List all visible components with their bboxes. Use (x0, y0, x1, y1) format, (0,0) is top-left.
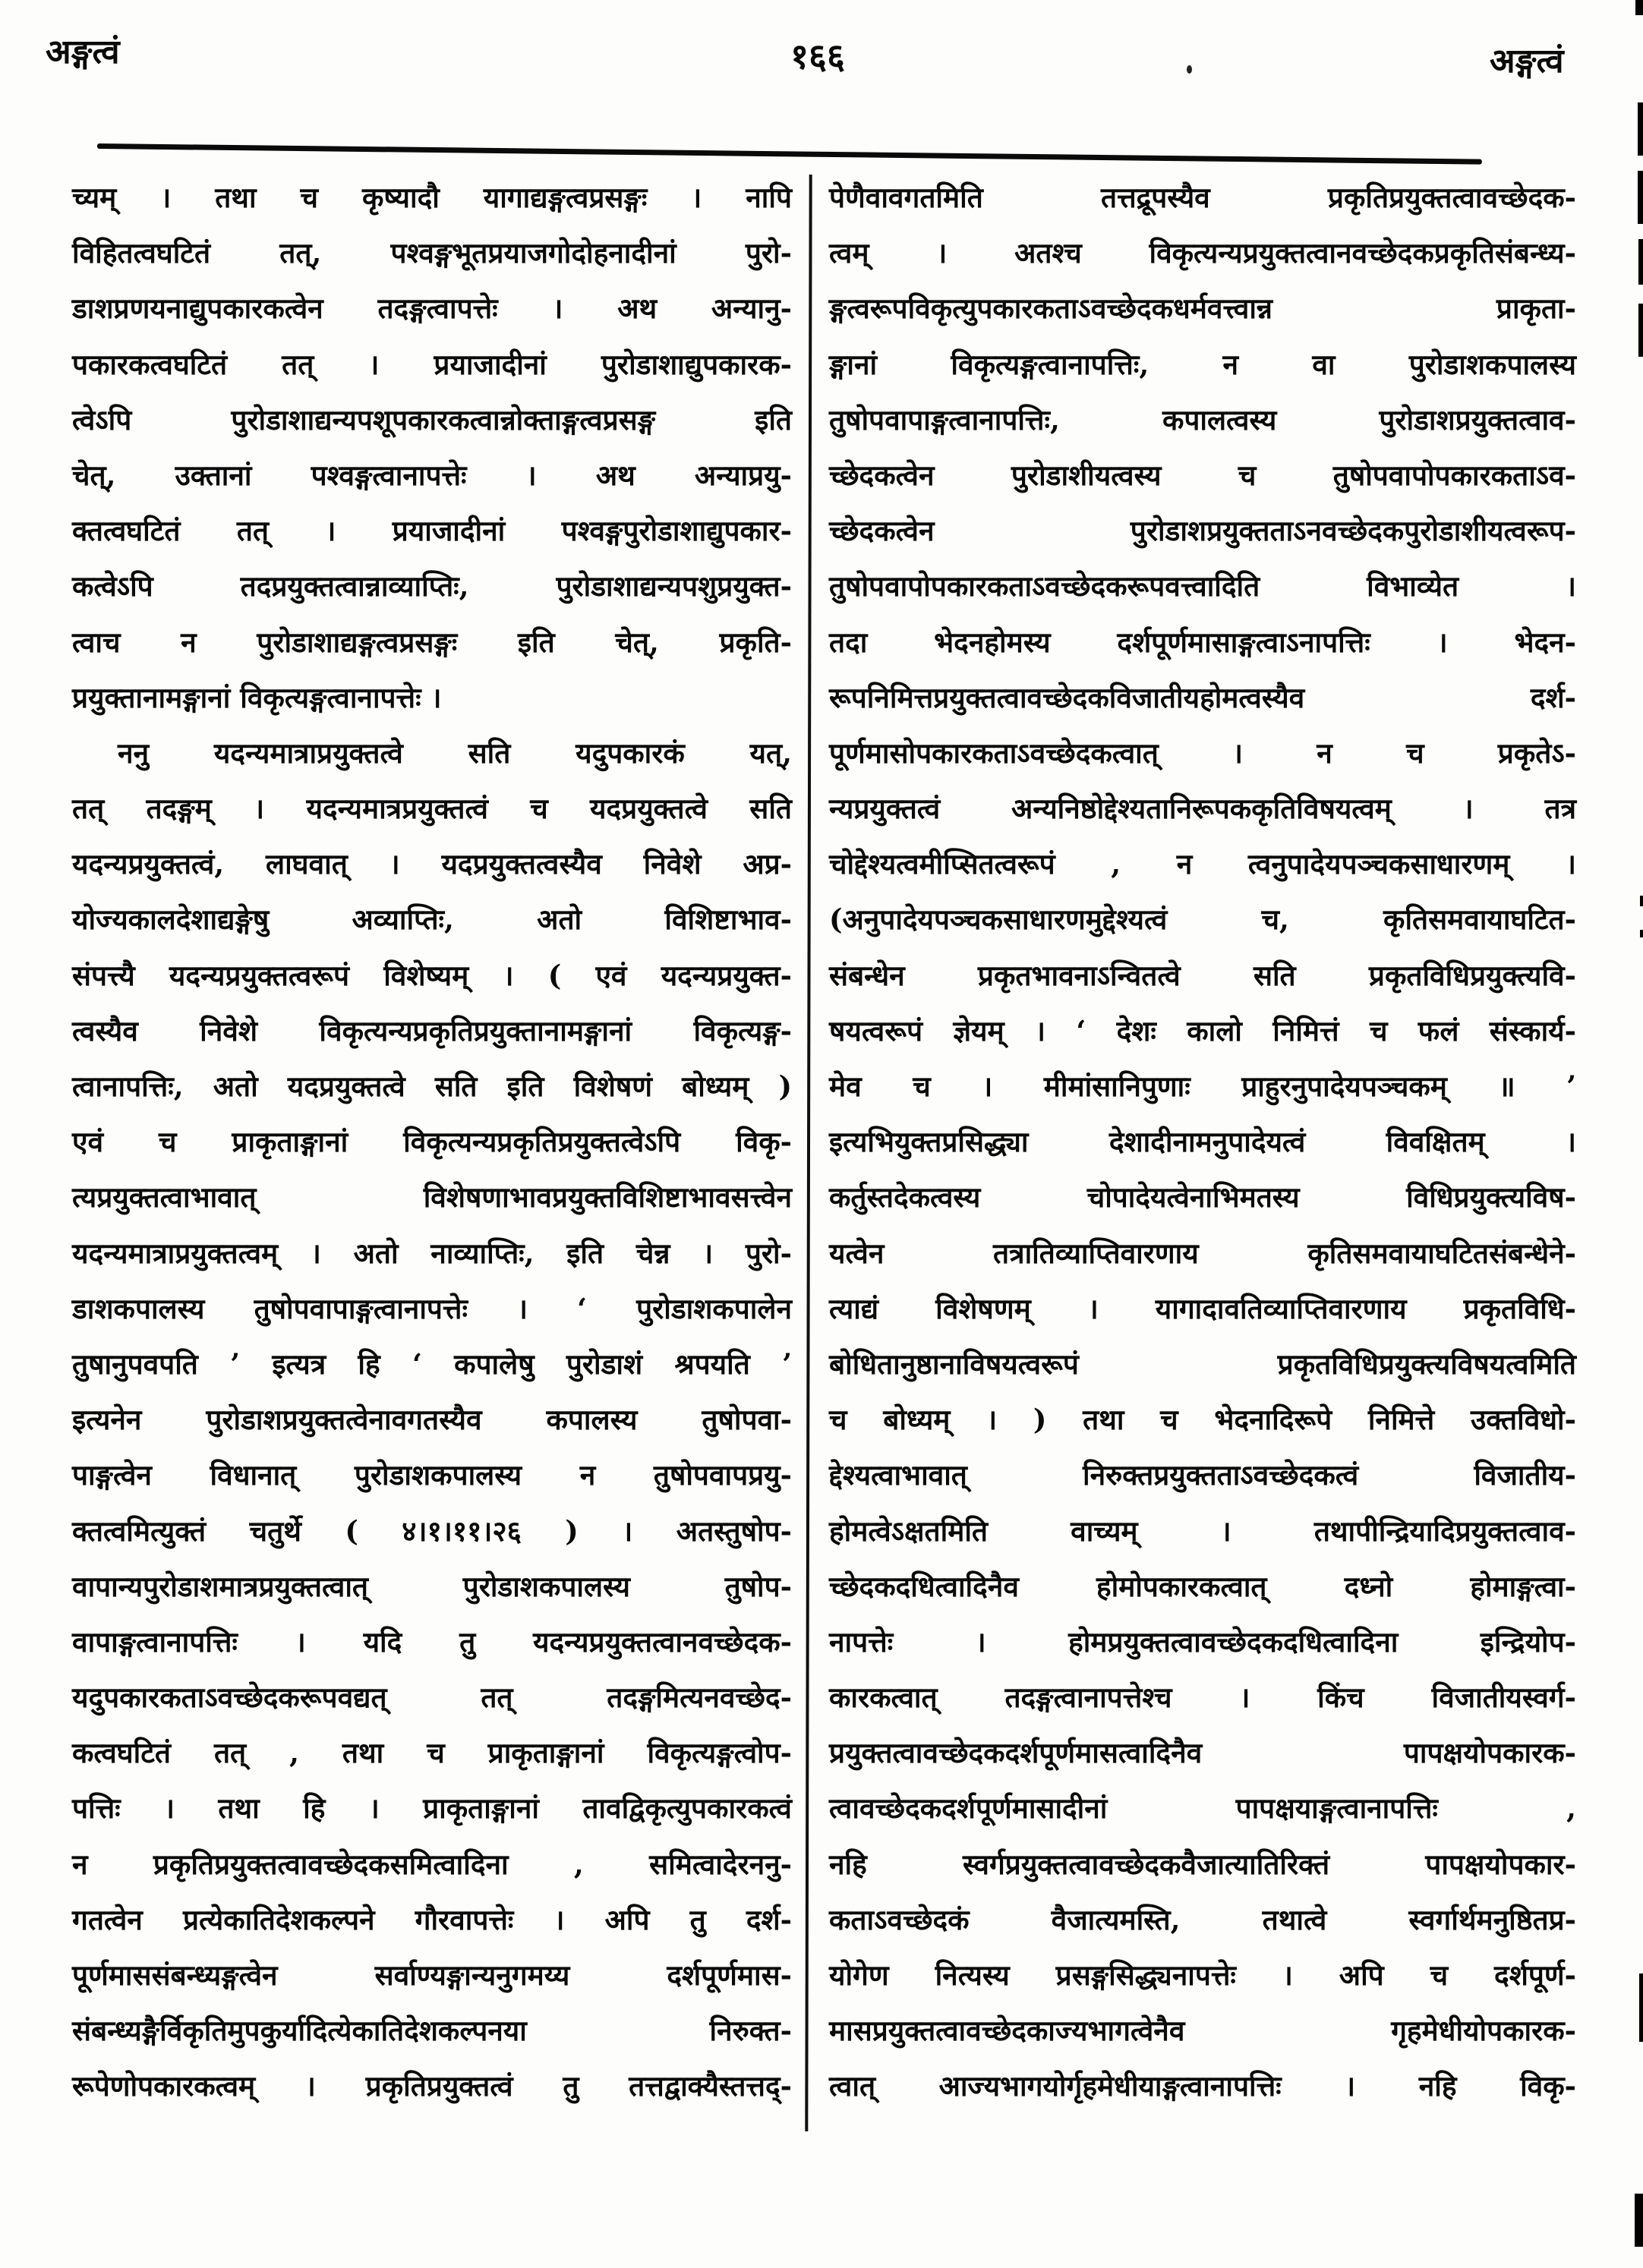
text-line: च्छेदकदधित्वादिनैव होमोपकारकत्वात् दध्नो होमाङ्गत्वा- (829, 1569, 1576, 1603)
scan-edge-artifact (1639, 1973, 1643, 2042)
text-line: च्यम् । तथा च कृष्यादौ यागाद्यङ्गत्वप्रसङ्गः । नापि (72, 181, 792, 214)
text-line: कताऽवच्छेदकं वैजात्यमस्ति, तथात्वे स्वर्गार्थमनुष्ठितप्र- (829, 1902, 1576, 1936)
text-line: डाशकपालस्य तुषोपवापाङ्गत्वानापत्तेः । ‘ पुरोडाशकपालेन (72, 1291, 792, 1325)
text-line: कत्वेऽपि तदप्रयुक्तत्वान्नाव्याप्तिः, पुरोडाशाद्यन्यपशुप्रयुक्त- (72, 569, 792, 603)
text-line: होमत्वेऽक्षतमिति वाच्यम् । तथापीन्द्रियादिप्रयुक्तत्वाव- (829, 1514, 1576, 1548)
text-line: पेणैवावगतमिति तत्तद्रूपस्यैव प्रकृतिप्रयुक्तत्वावच्छेदक- (829, 181, 1576, 214)
text-line: च्छेदकत्वेन पुरोडाशप्रयुक्तताऽनवच्छेदकपुरोडाशीयत्वरूप- (829, 514, 1576, 548)
text-line: षयत्वरूपं ज्ञेयम् । ‘ देशः कालो निमित्तं च फलं संस्कार्य- (829, 1013, 1576, 1047)
scan-edge-artifact (1640, 896, 1643, 906)
text-line: त्वाच न पुरोडाशाद्यङ्गत्वप्रसङ्गः इति चेत्, प्रकृति- (72, 625, 792, 659)
text-line: योगेण नित्यस्य प्रसङ्गसिद्ध्यनापत्तेः । अपि च दर्शपूर्ण- (829, 1958, 1576, 1992)
text-line: यत्वेन तत्रातिव्याप्तिवारणाय कृतिसमवायाघटितसंबन्धेने- (829, 1236, 1576, 1270)
text-line: त्वात् आज्यभागयोर्गृहमेधीयाङ्गत्वानापत्तिः । नहि विकृ- (829, 2069, 1576, 2103)
text-line: न प्रकृतिप्रयुक्तत्वावच्छेदकसमित्वादिना , समित्वादेरननु- (72, 1847, 792, 1881)
text-line: मासप्रयुक्तत्वावच्छेदकाज्यभागत्वेनैव गृहमेधीयोपकारक- (829, 2014, 1576, 2048)
text-line: त्वस्यैव निवेशे विकृत्यन्यप्रकृतिप्रयुक्तानामङ्गानां विकृत्यङ्ग- (72, 1013, 792, 1047)
text-line: इत्यभियुक्तप्रसिद्ध्या देशादीनामनुपादेयत्वं विवक्षितम् । (829, 1125, 1576, 1159)
text-line: संबन्ध्यङ्गैर्विकृतिमुपकुर्यादित्येकातिदेशकल्पनया निरुक्त- (72, 2014, 792, 2048)
running-header-right: अङ्गत्वं (1490, 42, 1564, 80)
text-line: च्छेदकत्वेन पुरोडाशीयत्वस्य च तुषोपवापोपकारकताऽव- (829, 458, 1576, 492)
text-line: वापान्यपुरोडाशमात्रप्रयुक्तत्वात् पुरोडाशकपालस्य तुषोप- (72, 1569, 792, 1603)
text-line: चोद्देश्यत्वमीप्सितत्वरूपं , न त्वनुपादेयपञ्चकसाधारणम् । (829, 847, 1576, 881)
text-column-right (829, 170, 1576, 2115)
text-line: त्वानापत्तिः, अतो यदप्रयुक्तत्वे सति इति विशेषणं बोध्यम् ) (72, 1069, 792, 1103)
scan-edge-artifact (1638, 171, 1643, 224)
text-line: यदुपकारकताऽवच्छेदकरूपवद्यत् तत् तदङ्गमित्यनवच्छेद- (72, 1681, 792, 1715)
text-line: क्तत्वमित्युक्तं चतुर्थे ( ४।१।११।२६ ) । अतस्तुषोप- (72, 1514, 792, 1548)
text-line: पकारकत्वघटितं तत् । प्रयाजादीनां पुरोडाशाद्युपकारक- (72, 347, 792, 381)
text-line: कारकत्वात् तदङ्गत्वानापत्तेश्च । किंच विजातीयस्वर्ग- (829, 1681, 1576, 1715)
text-line: पत्तिः । तथा हि । प्राकृताङ्गानां तावद्विकृत्युपकारकत्वं (72, 1791, 792, 1825)
text-line: त्यप्रयुक्तत्वाभावात् विशेषणाभावप्रयुक्तविशिष्टाभावसत्त्वेन (72, 1180, 792, 1214)
text-line: चेत्, उक्तानां पश्वङ्गत्वानापत्तेः । अथ अन्याप्रयु- (72, 458, 792, 492)
text-line: कर्तुस्तदेकत्वस्य चोपादेयत्वेनाभिमतस्य विधिप्रयुक्त्यविष- (829, 1180, 1576, 1214)
scan-edge-artifact (1638, 304, 1643, 357)
text-line: त्वम् । अतश्च विकृत्यन्यप्रयुक्तत्वानवच्छेदकप्रकृतिसंबन्ध्य- (829, 236, 1576, 270)
text-line: मेव च । मीमांसानिपुणाः प्राहुरनुपादेयपञ्चकम् ॥ ’ (829, 1069, 1576, 1103)
text-line: नहि स्वर्गप्रयुक्तत्वावच्छेदकवैजात्यातिरिक्तं पापक्षयोपकार- (829, 1847, 1576, 1881)
text-line: तुषानुपवपति ’ इत्यत्र हि ‘ कपालेषु पुरोडाशं श्रपयति ’ (72, 1347, 792, 1381)
text-line: वापाङ्गत्वानापत्तिः । यदि तु यदन्यप्रयुक्तत्वानवच्छेदक- (72, 1624, 792, 1658)
text-line: बोधितानुष्ठानाविषयत्वरूपं प्रकृतविधिप्रयुक्त्यविषयत्वमिति (829, 1347, 1576, 1381)
text-line: तुषोपवापाङ्गत्वानापत्तिः, कपालत्वस्य पुरोडाशप्रयुक्तत्वाव- (829, 402, 1576, 436)
text-line: च बोध्यम् । ) तथा च भेदनादिरूपे निमित्ते उक्तविधो- (829, 1403, 1576, 1437)
text-line: गतत्वेन प्रत्येकातिदेशकल्पने गौरवापत्तेः । अपि तु दर्श- (72, 1902, 792, 1936)
header-rule (97, 143, 1482, 165)
text-line: ङ्गानां विकृत्यङ्गत्वानापत्तिः, न वा पुरोडाशकपालस्य (829, 347, 1576, 381)
text-line: द्देश्यत्वाभावात् निरुक्तप्रयुक्तताऽवच्छेदकत्वं विजातीय- (829, 1458, 1576, 1492)
text-line: डाशप्रणयनाद्युपकारकत्वेन तदङ्गत्वापत्तेः । अथ अन्यानु- (72, 291, 792, 326)
text-column-left (72, 170, 792, 2115)
text-line: रूपेणोपकारकत्वम् । प्रकृतिप्रयुक्तत्वं तु तत्तद्वाक्यैस्तत्तद्- (72, 2069, 792, 2103)
text-line: योज्यकालदेशाद्यङ्गेषु अव्याप्तिः, अतो विशिष्टाभाव- (72, 902, 792, 937)
text-line: विहितत्वघटितं तत्, पश्वङ्गभूतप्रयाजगोदोहनादीनां पुरो- (72, 236, 792, 270)
text-line: प्रयुक्तानामङ्गानां विकृत्यङ्गत्वानापत्तेः । (72, 680, 442, 714)
text-line: पूर्णमासोपकारकताऽवच्छेदकत्वात् । न च प्रकृतेऽ- (829, 736, 1576, 770)
text-line: त्वेऽपि पुरोडाशाद्यन्यपशूपकारकत्वान्नोक्ताङ्गत्वप्रसङ्ग इति (72, 402, 792, 436)
text-line: (अनुपादेयपञ्चकसाधारणमुद्देश्यत्वं च, कृतिसमवायाघटित- (829, 902, 1576, 937)
text-line: ङ्गत्वरूपविकृत्युपकारकताऽवच्छेदकधर्मवत्त्वान्न प्राकृता- (829, 291, 1576, 326)
text-line: तदा भेदनहोमस्य दर्शपूर्णमासाङ्गत्वाऽनापत्तिः । भेदन- (829, 625, 1576, 659)
text-line: क्तत्वघटितं तत् । प्रयाजादीनां पश्वङ्गपुरोडाशाद्युपकार- (72, 514, 792, 548)
text-line: यदन्यप्रयुक्तत्वं, लाघवात् । यदप्रयुक्तत्वस्यैव निवेशे अप्र- (72, 847, 792, 881)
text-line: पूर्णमाससंबन्ध्यङ्गत्वेन सर्वाण्यङ्गान्यनुगमय्य दर्शपूर्णमास- (72, 1958, 792, 1992)
text-line: त्याद्यं विशेषणम् । यागादावतिव्याप्तिवारणाय प्रकृतविधि- (829, 1291, 1576, 1325)
scan-edge-artifact (1640, 930, 1643, 937)
scan-edge-artifact (1635, 2194, 1643, 2247)
text-line: तत् तदङ्गम् । यदन्यमात्रप्रयुक्तत्वं च यदप्रयुक्तत्वे सति (72, 792, 792, 826)
text-line: त्वावच्छेदकदर्शपूर्णमासादीनां पापक्षयाङ्गत्वानापत्तिः , (829, 1791, 1576, 1825)
column-divider-rule (805, 175, 812, 2131)
text-line: पाङ्गत्वेन विधानात् पुरोडाशकपालस्य न तुषोपवापप्रयु- (72, 1458, 792, 1492)
text-line: एवं च प्राकृताङ्गानां विकृत्यन्यप्रकृतिप्रयुक्तत्वेऽपि विकृ- (72, 1125, 792, 1159)
scan-edge-artifact (1638, 239, 1643, 285)
page-number: १६६ (790, 36, 845, 77)
text-line: तुषोपवापोपकारकताऽवच्छेदकरूपवत्त्वादिति विभाव्येत । (829, 569, 1576, 603)
text-line: न्यप्रयुक्तत्वं अन्यनिष्ठोद्देश्यतानिरूपककृतिविषयत्वम् । तत्र (829, 792, 1576, 826)
text-line: इत्यनेन पुरोडाशप्रयुक्तत्वेनावगतस्यैव कपालस्य तुषोपवा- (72, 1403, 792, 1437)
text-line: प्रयुक्तत्वावच्छेदकदर्शपूर्णमासत्वादिनैव पापक्षयोपकारक- (829, 1736, 1576, 1770)
scan-edge-artifact (1638, 102, 1643, 156)
running-header-left: अङ्गत्वं (46, 33, 120, 71)
text-line: नापत्तेः । होमप्रयुक्तत्वावच्छेदकदधित्वादिना इन्द्रियोप- (829, 1624, 1576, 1658)
text-line: ननु यदन्यमात्राप्रयुक्तत्वे सति यदुपकारकं यत्, (118, 736, 792, 770)
text-line: कत्वघटितं तत् , तथा च प्राकृताङ्गानां विकृत्यङ्गत्वोप- (72, 1736, 792, 1770)
text-line: संबन्धेन प्रकृतभावनाऽन्वितत्वे सति प्रकृतविधिप्रयुक्त्यवि- (829, 958, 1576, 992)
text-line: रूपनिमित्तप्रयुक्तत्वावच्छेदकविजातीयहोमत्वस्यैव दर्श- (829, 680, 1576, 714)
scan-edge-artifact (1635, 0, 1643, 15)
text-line: संपत्त्यै यदन्यप्रयुक्तत्वरूपं विशेष्यम् । ( एवं यदन्यप्रयुक्त- (72, 958, 792, 992)
text-line: यदन्यमात्राप्रयुक्तत्वम् । अतो नाव्याप्तिः, इति चेन्न । पुरो- (72, 1236, 792, 1270)
scan-speck-artifact (1187, 65, 1192, 74)
